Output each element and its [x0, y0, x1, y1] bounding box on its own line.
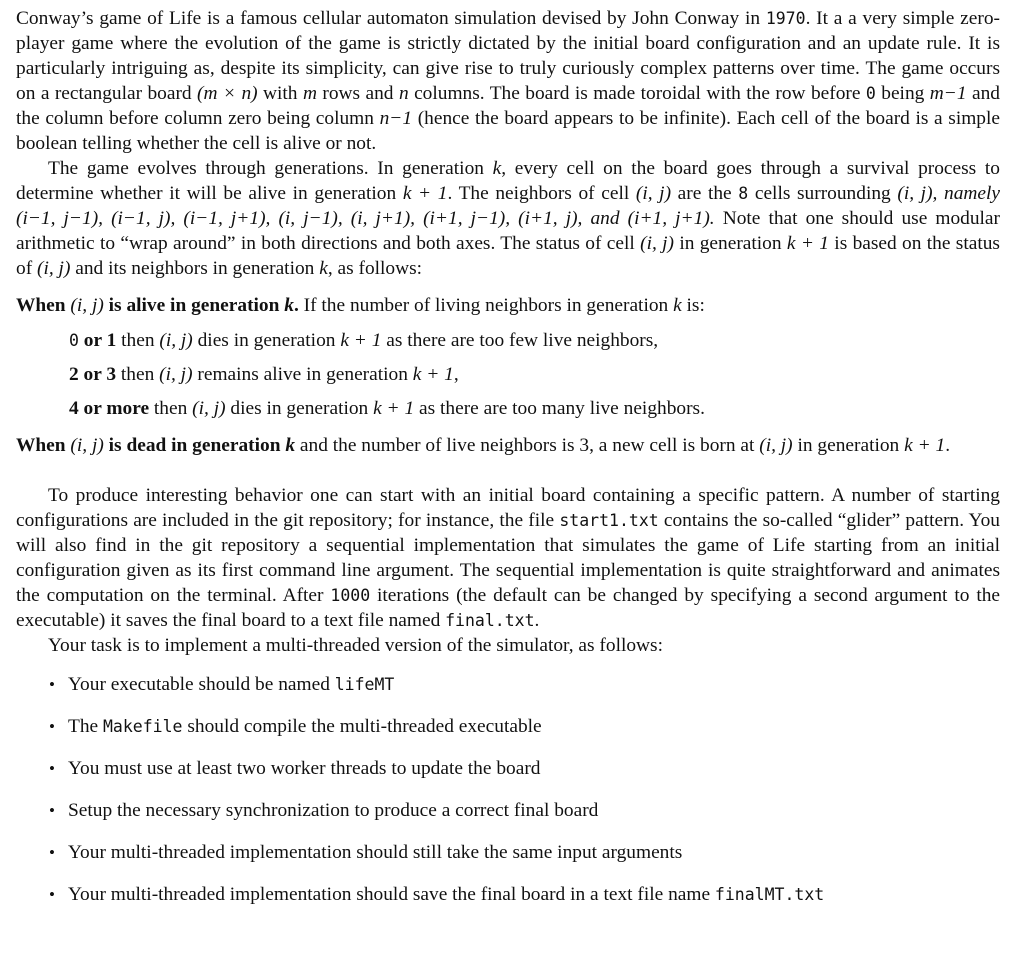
rule-count-zero: 0	[69, 331, 79, 350]
rule-ij: (i, j)	[159, 330, 193, 351]
gen-k: k	[492, 158, 502, 179]
gen-text-4: are the	[671, 183, 739, 204]
bullet-icon: •	[49, 843, 55, 862]
intro-text-7: and the column before column zero being column	[16, 83, 1000, 129]
gen-k1-b: k + 1	[786, 233, 829, 254]
document-body	[16, 6, 1000, 924]
intro-text-2: . It a a very simple zero-player game where the evolution of the game is strictly dictated by the initial board configuration and an update rule. It is particularly intriguing as, despite its simplicity, can give rise to truly curiously complex patterns over time. The game occurs on a rectangular board	[16, 8, 1000, 104]
produce-paragraph	[16, 483, 1000, 633]
intro-zero: 0	[865, 84, 876, 103]
req-text: Your executable should be named	[68, 674, 335, 695]
alive-rule-item	[69, 362, 1000, 387]
gen-text-1: The game evolves through generations. In generation	[48, 158, 493, 179]
rule-count: or 1	[78, 330, 117, 351]
gen-ij: (i, j)	[635, 183, 672, 204]
intro-text-3: with	[257, 83, 303, 104]
gen-k-2: k	[319, 258, 328, 279]
gen-neighbors-list: (i, j), namely (i−1, j−1), (i−1, j), (i−1, j+1), (i, j−1), (i, j+1), (i+1, j−1), (i+1, j), and (i+1, j+1).	[16, 183, 1000, 229]
bullet-icon: •	[49, 801, 55, 820]
dead-rule	[16, 433, 1000, 458]
alive-rule-item	[69, 328, 1000, 353]
rule-count: 2 or 3	[69, 364, 117, 385]
bullet-icon: •	[49, 759, 55, 778]
rule-k1: k + 1	[340, 330, 382, 351]
intro-year: 1970	[765, 9, 806, 28]
gen-ij-2: (i, j)	[640, 233, 674, 254]
intro-text-5: columns. The board is made toroidal with the row before	[408, 83, 866, 104]
rule-tail: as there are too many live neighbors.	[414, 398, 705, 419]
produce-file-start1: start1.txt	[559, 511, 659, 530]
gen-ij-3: (i, j)	[37, 258, 71, 279]
dead-when: When	[16, 435, 71, 456]
dead-ij: (i, j)	[70, 435, 104, 456]
alive-head-ij: (i, j)	[70, 295, 104, 316]
gen-text-9: and its neighbors in generation	[70, 258, 320, 279]
dead-k: k	[285, 435, 296, 456]
intro-text-4: rows and	[316, 83, 399, 104]
intro-text-8: (hence the board appears to be infinite). Each cell of the board is a simple boolean telling whether the cell is alive or not.	[16, 108, 1000, 154]
rule-text: remains alive in generation	[192, 364, 413, 385]
alive-rule-list	[16, 328, 1000, 421]
alive-head-end: is:	[681, 295, 705, 316]
gen-text-3: . The neighbors of cell	[447, 183, 636, 204]
alive-head-rest: If the number of living neighbors in generation	[298, 295, 674, 316]
req-text: You must use at least two worker threads to update the board	[68, 758, 541, 779]
requirement-item	[49, 798, 1000, 823]
req-code: lifeMT	[334, 675, 395, 694]
rule-tail: ,	[453, 364, 459, 385]
alive-head-when: When	[16, 295, 71, 316]
requirement-item	[49, 714, 1000, 739]
rule-then: then	[149, 398, 193, 419]
gen-text-7: in generation	[673, 233, 787, 254]
req-text: Your multi-threaded implementation should save the final board in a text file name	[68, 884, 715, 905]
req-code: finalMT.txt	[714, 885, 825, 904]
produce-text-3: iterations (the default can be changed by specifying a second argument to the executable) it saves the final board to a text file named	[16, 585, 1001, 631]
alive-rule-heading	[16, 293, 1000, 318]
req-text: Your multi-threaded implementation should still take the same input arguments	[68, 842, 683, 863]
rule-then: then	[116, 330, 160, 351]
bullet-icon: •	[49, 717, 55, 736]
produce-text-4: .	[534, 610, 540, 631]
gen-text-8: is based on the status of	[16, 233, 1000, 279]
produce-file-final: final.txt	[445, 611, 535, 630]
generations-paragraph	[16, 156, 1000, 281]
dead-k1: k + 1	[904, 435, 946, 456]
dead-head-text: is dead in generation	[103, 435, 286, 456]
rule-ij: (i, j)	[159, 364, 193, 385]
alive-head-text: is alive in generation	[103, 295, 285, 316]
rule-text: dies in generation	[225, 398, 374, 419]
produce-iterations: 1000	[330, 586, 371, 605]
intro-n: n	[398, 83, 409, 104]
intro-text-6: being	[875, 83, 930, 104]
alive-head-k2: k	[673, 295, 682, 316]
rule-then: then	[116, 364, 160, 385]
intro-board-dims: (m × n)	[197, 83, 258, 104]
req-text: The	[68, 716, 103, 737]
produce-text-2: contains the so-called “glider” pattern. You will also find in the git repository a sequential implementation that simulates the game of Life starting from an initial configuration given as its first command line argument. The sequential implementation is quite straightforward and animates the computation on the terminal. After	[16, 510, 1000, 606]
gen-text-5: cells surrounding	[748, 183, 898, 204]
requirements-list	[16, 672, 1000, 907]
intro-m-minus-1: m−1	[929, 83, 967, 104]
bullet-icon: •	[49, 885, 55, 904]
rule-text: dies in generation	[192, 330, 341, 351]
task-paragraph: Your task is to implement a multi-threaded version of the simulator, as follows:	[48, 635, 663, 656]
dead-ij-2: (i, j)	[759, 435, 793, 456]
req-text: Setup the necessary synchronization to produce a correct final board	[68, 800, 599, 821]
req-text-post: should compile the multi-threaded executable	[182, 716, 542, 737]
dead-end: .	[945, 435, 951, 456]
requirement-item	[49, 672, 1000, 697]
gen-k1: k + 1	[402, 183, 448, 204]
dead-rest-2: in generation	[792, 435, 905, 456]
rule-k1: k + 1	[373, 398, 415, 419]
gen-text-10: , as follows:	[327, 258, 423, 279]
rule-k1: k + 1	[412, 364, 454, 385]
gen-text-6: Note that one should use modular arithmetic to “wrap around” in both directions and both axes. The status of cell	[16, 208, 1000, 254]
requirement-item	[49, 756, 1000, 781]
produce-text-1: To produce interesting behavior one can start with an initial board containing a specific pattern. A number of starting configurations are included in the git repository; for instance, the file	[16, 485, 1000, 531]
rule-ij: (i, j)	[192, 398, 226, 419]
intro-m: m	[302, 83, 317, 104]
alive-rule-item	[69, 396, 1000, 421]
intro-paragraph	[16, 6, 1000, 156]
requirement-item	[49, 882, 1000, 907]
intro-text-1: Conway’s game of Life is a famous cellular automaton simulation devised by John Conway in	[16, 8, 766, 29]
gen-eight: 8	[738, 184, 749, 203]
rule-count: 4 or more	[69, 398, 150, 419]
rule-tail: as there are too few live neighbors,	[381, 330, 659, 351]
req-code: Makefile	[103, 717, 183, 736]
alive-head-k: k	[284, 295, 294, 316]
requirement-item	[49, 840, 1000, 865]
alive-head-period: .	[293, 295, 299, 316]
gen-text-2: , every cell on the board goes through a survival process to determine whether it will be alive in generation	[16, 158, 1000, 204]
dead-rest: and the number of live neighbors is 3, a new cell is born at	[295, 435, 760, 456]
bullet-icon: •	[49, 675, 55, 694]
intro-n-minus-1: n−1	[379, 108, 413, 129]
